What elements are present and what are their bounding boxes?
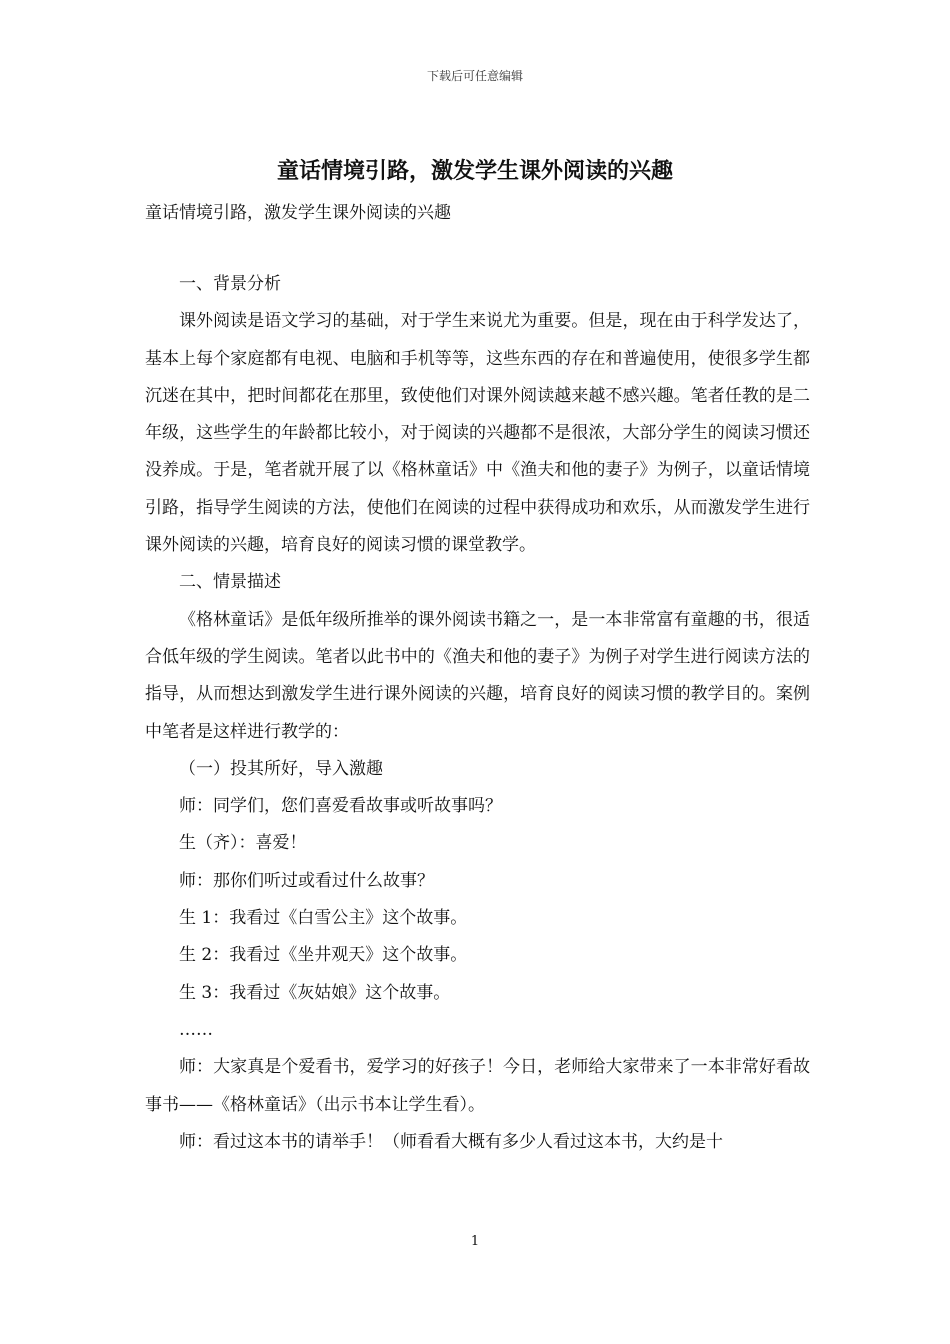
document-subtitle: 童话情境引路，激发学生课外阅读的兴趣: [145, 203, 451, 223]
page-number: 1: [470, 1234, 480, 1249]
dialogue-line: 师：看过这本书的请举手！（师看看大概有多少人看过这本书，大约是十: [179, 1131, 723, 1152]
header-note: 下载后可任意编辑: [426, 69, 523, 83]
dialogue-line: 师：同学们，您们喜爱看故事或听故事吗？: [179, 796, 502, 817]
dialogue-line: 生（齐）：喜爱！: [179, 833, 307, 854]
section-heading-scenario: 二、情景描述: [179, 572, 281, 593]
document-title: 童话情境引路，激发学生课外阅读的兴趣: [276, 158, 673, 184]
subsection-heading: （一）投其所好，导入激趣: [179, 758, 383, 779]
dialogue-line: 师：大家真是个爱看书，爱学习的好孩子！今日，老师给大家带来了一本非常好看故事书——《格林童话》（出示书本让学生看）。: [145, 1057, 810, 1115]
section-heading-background: 一、背景分析: [179, 274, 281, 294]
dialogue-line: 师：那你们听过或看过什么故事？: [179, 870, 434, 891]
paragraph: 《格林童话》是低年级所推举的课外阅读书籍之一，是一本非常富有童趣的书，很适合低年级的学生阅读。笔者以此书中的《渔夫和他的妻子》为例子对学生进行阅读方法的指导，从而想达到激发学生进行课外阅读的兴趣，培育良好的阅读习惯的教学目的。案例中笔者是这样进行教学的：: [145, 609, 810, 742]
dialogue-line: 生 2：我看过《坐井观天》这个故事。: [179, 945, 468, 966]
document-body: [145, 266, 810, 1161]
ellipsis-line: ……: [179, 1019, 213, 1040]
paragraph: 课外阅读是语文学习的基础，对于学生来说尤为重要。但是，现在由于科学发达了，基本上每个家庭都有电视、电脑和手机等等，这些东西的存在和普遍使用，使很多学生都沉迷在其中，把时间都花在那里，致使他们对课外阅读越来越不感兴趣。笔者任教的是二年级，这些学生的年龄都比较小，对于阅读的兴趣都不是很浓，大部分学生的阅读习惯还没养成。于是，笔者就开展了以《格林童话》中《渔夫和他的妻子》为例子，以童话情境引路，指导学生阅读的方法，使他们在阅读的过程中获得成功和欢乐，从而激发学生进行课外阅读的兴趣，培育良好的阅读习惯的课堂教学。: [145, 311, 810, 556]
dialogue-line: 生 3：我看过《灰姑娘》这个故事。: [179, 982, 451, 1003]
dialogue-line: 生 1：我看过《白雪公主》这个故事。: [179, 908, 468, 929]
